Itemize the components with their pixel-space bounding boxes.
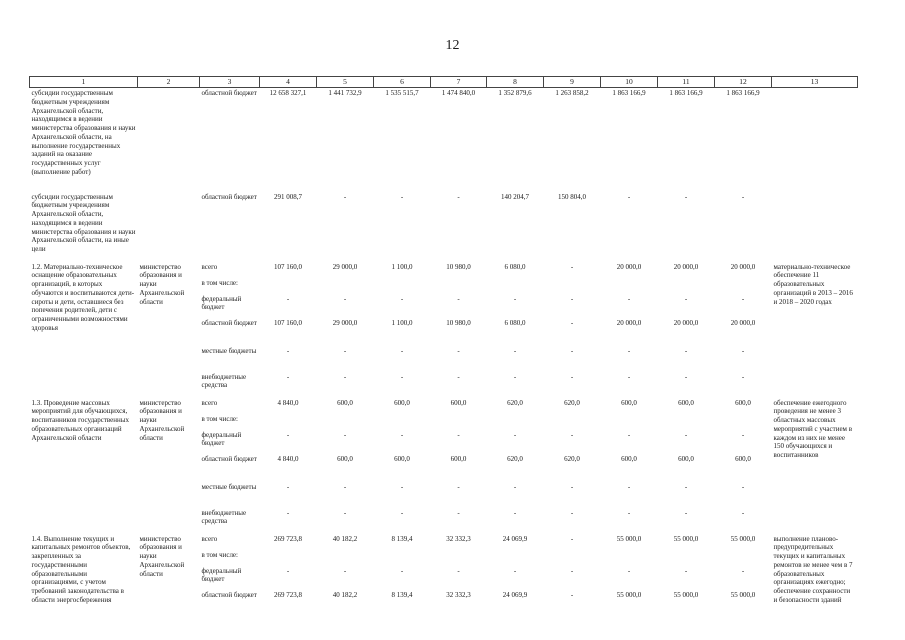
table-cell: - bbox=[570, 590, 574, 599]
table-cell bbox=[260, 550, 317, 566]
table-row bbox=[30, 192, 858, 262]
table-cell: - bbox=[286, 482, 290, 491]
table-cell bbox=[715, 550, 772, 566]
funding-source-cell: федеральный бюджет bbox=[201, 294, 242, 312]
responsible-cell: министерство образования и науки Архангельской области bbox=[139, 398, 185, 442]
table-cell: - bbox=[741, 482, 745, 491]
table-cell: 20 000,0 bbox=[730, 262, 756, 271]
table-cell bbox=[658, 414, 715, 430]
activity-name-cell: 1.3. Проведение массовых мероприятий для обучающихся, воспитанников государственных образовательных организаций Архангельской области bbox=[31, 398, 129, 442]
table-cell: - bbox=[627, 346, 631, 355]
table-cell: 20 000,0 bbox=[730, 318, 756, 327]
table-cell: 1 100,0 bbox=[391, 262, 413, 271]
table-cell: - bbox=[457, 294, 460, 303]
table-row bbox=[30, 534, 858, 550]
funding-source-cell: всего bbox=[201, 398, 218, 407]
table-cell bbox=[544, 278, 601, 294]
page-number: 12 bbox=[445, 38, 460, 53]
table-cell: - bbox=[457, 566, 460, 575]
table-cell: - bbox=[457, 346, 460, 355]
table-cell: - bbox=[400, 192, 404, 201]
table-row bbox=[30, 262, 858, 278]
expected-result-cell: материально-техническое обеспечение 11 образовательных организаций в 2013 – 2016 и 2018 – 2020 годах bbox=[773, 262, 853, 306]
table-cell: 1 474 840,0 bbox=[441, 89, 476, 97]
table-cell: - bbox=[627, 482, 631, 491]
table-cell: 600,0 bbox=[621, 398, 637, 407]
table-cell: - bbox=[684, 482, 688, 491]
table-cell: - bbox=[457, 372, 460, 381]
table-cell: - bbox=[400, 430, 404, 439]
table-cell: - bbox=[343, 294, 347, 303]
table-cell bbox=[487, 550, 544, 566]
table-cell: 291 008,7 bbox=[274, 192, 302, 201]
responsible-cell bbox=[138, 192, 200, 262]
table-cell: 20 000,0 bbox=[616, 262, 642, 271]
table-cell: - bbox=[286, 430, 290, 439]
table-cell: 1 863 166,9 bbox=[669, 89, 703, 97]
table-cell: 269 723,8 bbox=[274, 590, 302, 599]
table-cell bbox=[431, 278, 487, 294]
expected-result-cell: выполнение планово-предупредительных текущих и капитальных ремонтов не менее чем в 7 образовательных организациях ежегодно; обеспечение сохранности и безопасности зданий bbox=[773, 534, 853, 604]
table-cell: 1 352 879,6 bbox=[498, 89, 532, 97]
table-cell: - bbox=[343, 192, 347, 201]
table-cell: - bbox=[286, 294, 290, 303]
column-header: 11 bbox=[658, 77, 715, 88]
table-cell: 40 182,2 bbox=[332, 590, 358, 599]
expected-result-cell bbox=[772, 88, 858, 192]
table-cell: - bbox=[741, 294, 745, 303]
table-cell: - bbox=[684, 508, 688, 517]
table-cell: 32 332,3 bbox=[446, 590, 471, 599]
table-cell bbox=[431, 414, 487, 430]
table-cell: 6 080,0 bbox=[504, 262, 526, 271]
column-header: 8 bbox=[487, 77, 544, 88]
table-cell bbox=[317, 278, 374, 294]
table-cell: - bbox=[513, 508, 517, 517]
table-cell: - bbox=[286, 372, 290, 381]
table-cell: 8 139,4 bbox=[391, 590, 413, 599]
table-cell bbox=[374, 278, 431, 294]
table-cell: 600,0 bbox=[678, 454, 694, 463]
column-header: 9 bbox=[544, 77, 601, 88]
table-cell: - bbox=[741, 508, 745, 517]
table-cell: - bbox=[343, 566, 347, 575]
table-cell: - bbox=[513, 566, 517, 575]
activity-name-cell: 1.2. Материально-техническое оснащение образовательных организаций, в которых обучаются и воспитываются дети-сироты и дети, оставшиеся без попечения родителей, дети с ограниченными возможностями здоровья bbox=[31, 262, 135, 332]
table-cell: 107 160,0 bbox=[274, 318, 302, 327]
funding-source-cell: областной бюджет bbox=[201, 318, 257, 327]
responsible-cell bbox=[138, 88, 200, 192]
table-cell: - bbox=[570, 534, 574, 543]
table-cell: 8 139,4 bbox=[391, 534, 413, 543]
column-header: 12 bbox=[715, 77, 772, 88]
table-cell: - bbox=[570, 346, 574, 355]
table-cell: 1 441 732,9 bbox=[328, 89, 362, 97]
table-cell: - bbox=[570, 430, 574, 439]
responsible-cell: министерство образования и науки Архангельской области bbox=[139, 534, 185, 578]
table-cell: 1 535 515,7 bbox=[385, 89, 419, 97]
funding-source-cell: областной бюджет bbox=[201, 89, 257, 97]
table-cell bbox=[487, 414, 544, 430]
table-cell bbox=[601, 278, 658, 294]
table-cell: - bbox=[570, 508, 574, 517]
activity-name-cell: 1.4. Выполнение текущих и капитальных ремонтов объектов, закрепленных за государственными образовательными организациями, с учетом требований законодательства в области энергосбережения bbox=[31, 534, 131, 604]
table-cell bbox=[374, 414, 431, 430]
table-cell: 600,0 bbox=[337, 398, 353, 407]
table-cell: - bbox=[570, 566, 574, 575]
table-cell: 55 000,0 bbox=[673, 534, 699, 543]
program-table bbox=[29, 76, 858, 618]
table-cell: - bbox=[741, 566, 745, 575]
table-cell: 620,0 bbox=[507, 398, 523, 407]
table-cell bbox=[601, 550, 658, 566]
table-cell: 269 723,8 bbox=[274, 534, 302, 543]
table-cell: - bbox=[286, 508, 290, 517]
funding-source-cell: в том числе: bbox=[201, 550, 238, 559]
table-cell bbox=[260, 414, 317, 430]
table-cell: - bbox=[684, 294, 688, 303]
table-cell: - bbox=[513, 346, 517, 355]
funding-source-cell: внебюджетные средства bbox=[201, 372, 247, 390]
table-cell: 600,0 bbox=[450, 398, 467, 407]
table-cell: 10 980,0 bbox=[446, 262, 471, 271]
table-cell: 29 000,0 bbox=[332, 318, 358, 327]
table-cell bbox=[658, 278, 715, 294]
table-cell: - bbox=[741, 346, 745, 355]
table-cell: - bbox=[741, 192, 745, 201]
table-cell: - bbox=[343, 482, 347, 491]
table-cell: - bbox=[570, 482, 574, 491]
table-cell: - bbox=[741, 430, 745, 439]
table-cell: - bbox=[627, 566, 631, 575]
table-cell: - bbox=[684, 346, 688, 355]
table-cell: - bbox=[400, 346, 404, 355]
table-cell: 20 000,0 bbox=[616, 318, 642, 327]
table-cell: 600,0 bbox=[735, 454, 751, 463]
table-cell: - bbox=[741, 372, 745, 381]
funding-source-cell: областной бюджет bbox=[201, 192, 257, 201]
table-cell: - bbox=[684, 192, 688, 201]
table-cell: 600,0 bbox=[394, 398, 410, 407]
table-cell bbox=[601, 414, 658, 430]
column-header: 5 bbox=[317, 77, 374, 88]
column-header: 1 bbox=[30, 77, 138, 88]
table-cell: - bbox=[627, 294, 631, 303]
table-cell: 107 160,0 bbox=[274, 262, 302, 271]
table-cell: 24 069,9 bbox=[502, 590, 528, 599]
table-cell: 1 263 858,2 bbox=[555, 89, 589, 97]
table-cell: - bbox=[513, 430, 517, 439]
table-cell: - bbox=[400, 566, 404, 575]
table-cell: - bbox=[457, 192, 460, 201]
table-cell bbox=[544, 414, 601, 430]
table-cell: 600,0 bbox=[337, 454, 353, 463]
table-cell: - bbox=[684, 372, 688, 381]
table-cell: 55 000,0 bbox=[730, 534, 756, 543]
table-cell: - bbox=[400, 508, 404, 517]
table-cell: - bbox=[343, 346, 347, 355]
table-cell: 600,0 bbox=[621, 454, 637, 463]
table-cell: 620,0 bbox=[564, 454, 580, 463]
expected-result-cell bbox=[772, 192, 858, 262]
table-cell bbox=[715, 278, 772, 294]
table-cell: - bbox=[400, 372, 404, 381]
table-row bbox=[30, 88, 858, 192]
table-cell: 10 980,0 bbox=[446, 318, 471, 327]
table-cell bbox=[544, 550, 601, 566]
table-cell: 20 000,0 bbox=[673, 262, 699, 271]
table-row bbox=[30, 398, 858, 414]
table-cell bbox=[317, 550, 374, 566]
table-cell bbox=[317, 414, 374, 430]
table-cell: - bbox=[343, 372, 347, 381]
table-cell: 12 658 327,1 bbox=[269, 89, 307, 97]
table-cell bbox=[715, 414, 772, 430]
table-cell bbox=[260, 278, 317, 294]
table-cell: - bbox=[627, 192, 631, 201]
funding-source-cell: внебюджетные средства bbox=[201, 508, 247, 526]
table-cell bbox=[374, 550, 431, 566]
table-cell: 620,0 bbox=[564, 398, 580, 407]
table-cell: - bbox=[570, 294, 574, 303]
table-cell: - bbox=[627, 508, 631, 517]
table-cell: 600,0 bbox=[394, 454, 410, 463]
table-cell: 55 000,0 bbox=[616, 590, 642, 599]
table-cell: 32 332,3 bbox=[446, 534, 471, 543]
responsible-cell: министерство образования и науки Архангельской области bbox=[139, 262, 185, 306]
table-cell: - bbox=[343, 430, 347, 439]
activity-name-cell: субсидии государственным бюджетным учреждениям Архангельской области, находящимся в ведении министерства образования и науки Архангельской области, на иные цели bbox=[31, 192, 136, 253]
table-cell: 20 000,0 bbox=[673, 318, 699, 327]
column-header: 13 bbox=[772, 77, 858, 88]
table-cell: 150 804,0 bbox=[558, 192, 586, 201]
table-cell: 6 080,0 bbox=[504, 318, 526, 327]
funding-source-cell: всего bbox=[201, 534, 218, 543]
table-cell: - bbox=[400, 482, 404, 491]
table-cell: - bbox=[570, 262, 574, 271]
funding-source-cell: федеральный бюджет bbox=[201, 430, 242, 448]
table-cell: 600,0 bbox=[735, 398, 751, 407]
column-header: 3 bbox=[200, 77, 260, 88]
header-row bbox=[30, 77, 858, 88]
funding-source-cell: в том числе: bbox=[201, 278, 238, 287]
column-header: 6 bbox=[374, 77, 431, 88]
table-cell: - bbox=[684, 430, 688, 439]
activity-name-cell: субсидии государственным бюджетным учреждениям Архангельской области, находящимся в ведении министерства образования и науки Архангельской области, на выполнение государственных заданий на оказание государственных услуг (выполнение работ) bbox=[31, 89, 136, 176]
table-cell: - bbox=[457, 430, 460, 439]
table-cell: - bbox=[286, 346, 290, 355]
funding-source-cell: федеральный бюджет bbox=[201, 566, 242, 584]
table-cell: 1 863 166,9 bbox=[612, 89, 646, 97]
table-cell bbox=[431, 550, 487, 566]
table-cell: 620,0 bbox=[507, 454, 523, 463]
table-cell: 4 840,0 bbox=[277, 454, 299, 463]
column-header: 2 bbox=[138, 77, 200, 88]
table-cell: - bbox=[513, 482, 517, 491]
table-cell: 600,0 bbox=[678, 398, 694, 407]
table-cell: 29 000,0 bbox=[332, 262, 358, 271]
column-header: 4 bbox=[260, 77, 317, 88]
table-cell: - bbox=[684, 566, 688, 575]
table-cell: 24 069,9 bbox=[502, 534, 528, 543]
table-cell: - bbox=[286, 566, 290, 575]
table-cell: - bbox=[570, 372, 574, 381]
table-cell: 1 100,0 bbox=[391, 318, 413, 327]
funding-source-cell: областной бюджет bbox=[201, 590, 257, 599]
table-cell: - bbox=[457, 508, 460, 517]
funding-source-cell: в том числе: bbox=[201, 414, 238, 423]
table-cell: - bbox=[343, 508, 347, 517]
expected-result-cell: обеспечение ежегодного проведения не менее 3 областных массовых мероприятий с участием в каждом из них не менее 150 обучающихся и воспитанников bbox=[773, 398, 853, 459]
funding-source-cell: местные бюджеты bbox=[201, 346, 257, 355]
table-cell: - bbox=[400, 294, 404, 303]
table-cell: - bbox=[513, 294, 517, 303]
table-cell: 1 863 166,9 bbox=[726, 89, 760, 97]
column-header: 10 bbox=[601, 77, 658, 88]
column-header: 7 bbox=[431, 77, 487, 88]
table-cell: 4 840,0 bbox=[277, 398, 299, 407]
table-cell: 55 000,0 bbox=[616, 534, 642, 543]
table-cell: - bbox=[570, 318, 574, 327]
table-cell bbox=[658, 550, 715, 566]
table-cell: 140 204,7 bbox=[501, 192, 529, 201]
funding-source-cell: местные бюджеты bbox=[201, 482, 257, 491]
table-cell: - bbox=[513, 372, 517, 381]
table-cell: 55 000,0 bbox=[673, 590, 699, 599]
funding-source-cell: областной бюджет bbox=[201, 454, 257, 463]
funding-source-cell: всего bbox=[201, 262, 218, 271]
table-cell: 55 000,0 bbox=[730, 590, 756, 599]
table-cell: - bbox=[627, 430, 631, 439]
table-cell: - bbox=[627, 372, 631, 381]
table-cell bbox=[487, 278, 544, 294]
table-cell: - bbox=[457, 482, 460, 491]
table-body bbox=[30, 88, 858, 618]
table-cell: 40 182,2 bbox=[332, 534, 358, 543]
table-cell: 600,0 bbox=[450, 454, 467, 463]
